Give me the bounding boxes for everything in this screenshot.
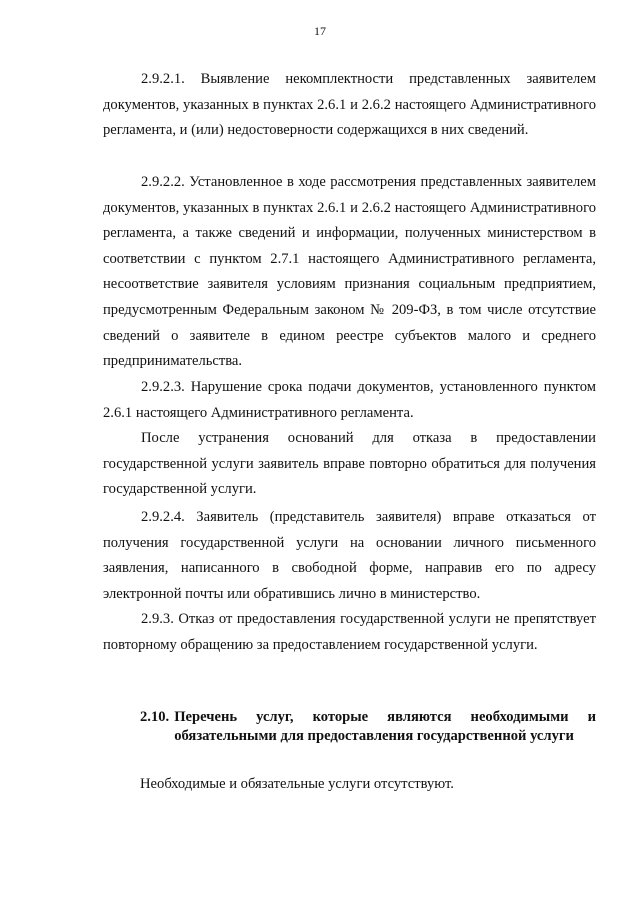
page-number: 17 <box>314 24 326 38</box>
section-number: 2.10. <box>140 709 170 725</box>
section-title: Перечень услуг, которые являются необходимыми и обязательными для предоставления государственной услуги <box>174 709 596 744</box>
paragraph-2-9-2-3: 2.9.2.3. Нарушение срока подачи документов, установленного пунктом 2.6.1 настоящего Административного регламента. <box>103 379 596 421</box>
section-heading <box>140 708 596 746</box>
paragraph-2-9-3: 2.9.3. Отказ от предоставления государственной услуги не препятствует повторному обращению за предоставлением государственной услуги. <box>103 611 596 653</box>
paragraph-after-removal: После устранения оснований для отказа в предоставлении государственной услуги заявитель вправе повторно обратиться для получения государственной услуги. <box>103 430 596 498</box>
paragraph-2-9-2-4: 2.9.2.4. Заявитель (представитель заявителя) вправе отказаться от получения государственной услуги на основании личного письменного заявления, написанного в свободной форме, направив его по адресу электронной почты или обратившись лично в министерство. <box>103 509 596 602</box>
paragraph-2-9-2-2: 2.9.2.2. Установленное в ходе рассмотрения представленных заявителем документов, указанных в пунктах 2.6.1 и 2.6.2 настоящего Административного регламента, а также сведений и информации, полученных министерством в соответствии с пунктом 2.7.1 настоящего Административного регламента, несоответствие заявителя условиям признания социальным предприятием, предусмотренным Федеральным законом № 209-ФЗ, в том числе отсутствие сведений о заявителе в едином реестре субъектов малого и среднего предпринимательства. <box>103 174 596 370</box>
paragraph-2-9-2-1: 2.9.2.1. Выявление некомплектности представленных заявителем документов, указанных в пунктах 2.6.1 и 2.6.2 настоящего Административного регламента, и (или) недостоверности содержащихся в них сведений. <box>103 71 596 139</box>
section-body: Необходимые и обязательные услуги отсутствуют. <box>140 776 454 792</box>
